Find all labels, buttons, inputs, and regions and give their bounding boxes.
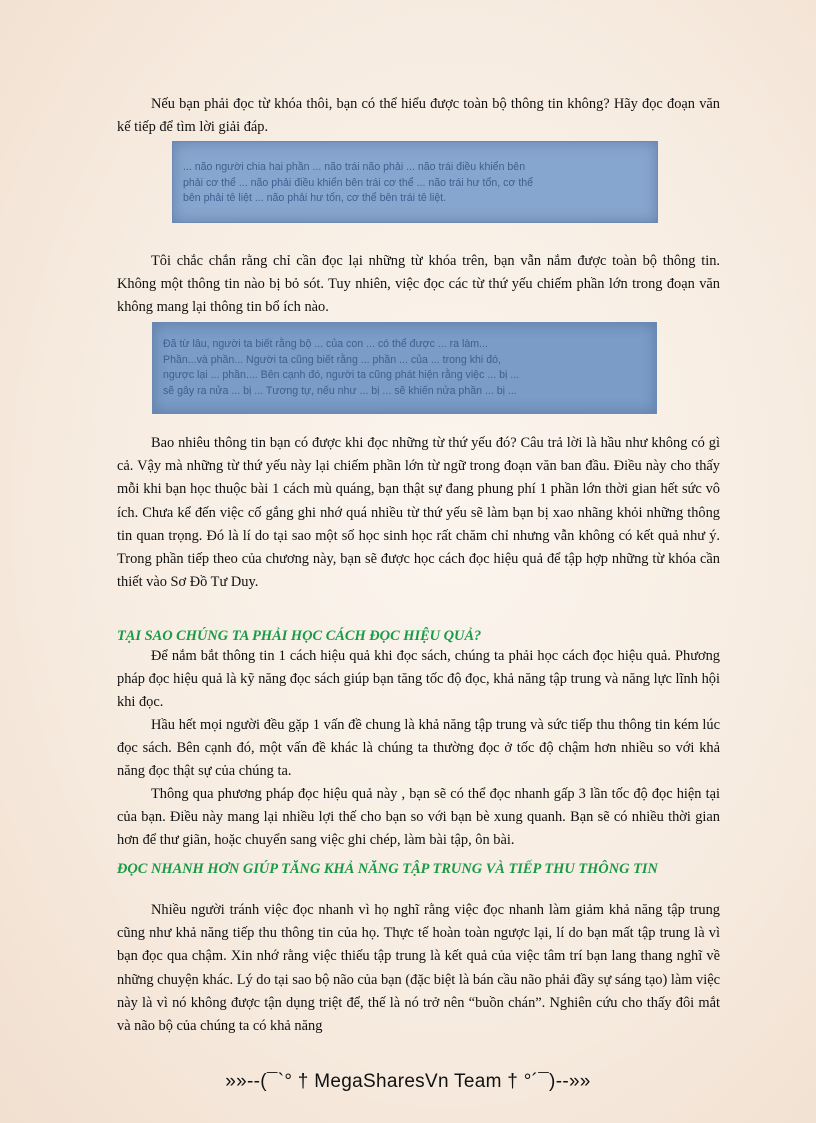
paragraph-7: Nhiều người tránh việc đọc nhanh vì họ nghĩ rằng việc đọc nhanh làm giảm khả năng tập trung cũng như khả năng tiếp thu thông tin của họ. Thực tế hoàn toàn ngược lại, lí do bạn mất tập trung là vì bạn đọc qua chậm. Xin nhớ rằng việc thiếu tập trung là kết quả của việc tâm trí bạn lang thang nghĩ về những chuyện khác. Lý do tại sao bộ não của bạn (đặc biệt là bán cầu não phải đầy sự sáng tạo) làm việc này là vì nó không được tận dụng triệt để, thế là nó trở nên “buồn chán”. Nghiên cứu cho thấy đôi mắt và não bộ của chúng ta có khả năng xyxy=(117,902,721,1035)
paragraph-1: Nếu bạn phải đọc từ khóa thôi, bạn có thể hiểu được toàn bộ thông tin không? Hãy đọc đoạn văn kế tiếp để tìm lời giải đáp. xyxy=(117,96,720,136)
snippet-line: ... não người chia hai phần ... não trái não phải ... não trái điều khiển bên xyxy=(183,161,526,173)
section-heading-1: TẠI SAO CHÚNG TA PHẢI HỌC CÁCH ĐỌC HIỆU QUẢ? xyxy=(117,628,482,644)
keyword-snippet-image xyxy=(172,141,658,223)
snippet-line: ngược lại ... phần.... Bên cạnh đó, người ta cũng phát hiện rằng việc ... bị ... xyxy=(163,369,520,381)
section-heading-2: ĐỌC NHANH HƠN GIÚP TĂNG KHẢ NĂNG TẬP TRUNG VÀ TIẾP THU THÔNG TIN xyxy=(117,861,658,877)
snippet-line: Đã từ lâu, người ta biết rằng bộ ... của con ... có thể được ... ra làm... xyxy=(163,338,488,350)
footer-signature: »»--(¯`° † MegaSharesVn Team † °´¯)--»» xyxy=(225,1071,591,1092)
filler-words-snippet-image xyxy=(152,322,657,414)
snippet-line: bên phải tê liệt ... não phải hư tổn, cơ thể bên trái tê liệt. xyxy=(183,192,447,204)
paragraph-4: Để nắm bắt thông tin 1 cách hiệu quả khi đọc sách, chúng ta phải học cách đọc hiệu quả. Phương pháp đọc hiệu quả là kỹ năng đọc sách giúp bạn tăng tốc độ đọc, khả năng tập trung và năng lực lĩnh hội khi đọc. xyxy=(117,648,720,711)
snippet-line: Phần...và phần... Người ta cũng biết rằng ... phần ... của ... trong khi đó, xyxy=(163,353,501,366)
snippet-line: phải cơ thể ... não phải điều khiển bên trái cơ thể ... não trái hư tổn, cơ thể xyxy=(183,176,534,189)
paragraph-3: Bao nhiêu thông tin bạn có được khi đọc những từ thứ yếu đó? Câu trả lời là hầu như không có gì cả. Vậy mà những từ thứ yếu này lại chiếm phần lớn từ ngữ trong đoạn văn ban đầu. Điều này cho thấy mỗi khi bạn học thuộc bài 1 cách mù quáng, bạn thật sự đang phung phí 1 phần lớn thời gian hết sức vô ích. Chưa kể đến việc cố gắng ghi nhớ quá nhiều từ thứ yếu sẽ làm bạn bị xao nhãng khỏi những thông tin quan trọng. Đó là lí do tại sao một số học sinh học rất chăm chỉ nhưng vẫn không có kết quả như ý. Trong phần tiếp theo của chương này, bạn sẽ được học cách đọc hiệu quả để tập hợp những từ khóa cần thiết vào Sơ Đồ Tư Duy. xyxy=(117,435,720,591)
paragraph-5: Hầu hết mọi người đều gặp 1 vấn đề chung là khả năng tập trung và sức tiếp thu thông tin kém lúc đọc sách. Bên cạnh đó, một vấn đề khác là chúng ta thường đọc ở tốc độ chậm hơn nhiều so với khả năng đọc thật sự của chúng ta. xyxy=(117,717,720,780)
snippet-line: sẽ gây ra nửa ... bị ... Tương tự, nếu như ... bị ... sẽ khiến nửa phần ... bị ... xyxy=(163,384,517,397)
paragraph-2: Tôi chắc chắn rằng chỉ cần đọc lại những từ khóa trên, bạn vẫn nắm được toàn bộ thông tin. Không một thông tin nào bị bỏ sót. Tuy nhiên, việc đọc các từ thứ yếu chiếm phần lớn trong đoạn văn không mang lại thông tin bổ ích nào. xyxy=(117,253,720,316)
paragraph-6: Thông qua phương pháp đọc hiệu quả này , bạn sẽ có thể đọc nhanh gấp 3 lần tốc độ đọc hiện tại của bạn. Điều này mang lại nhiều lợi thế cho bạn so với bạn bè xung quanh. Bạn sẽ có nhiều thời gian hơn để thư giãn, hoặc chuyển sang việc ghi chép, làm bài tập, ôn bài. xyxy=(117,786,720,849)
